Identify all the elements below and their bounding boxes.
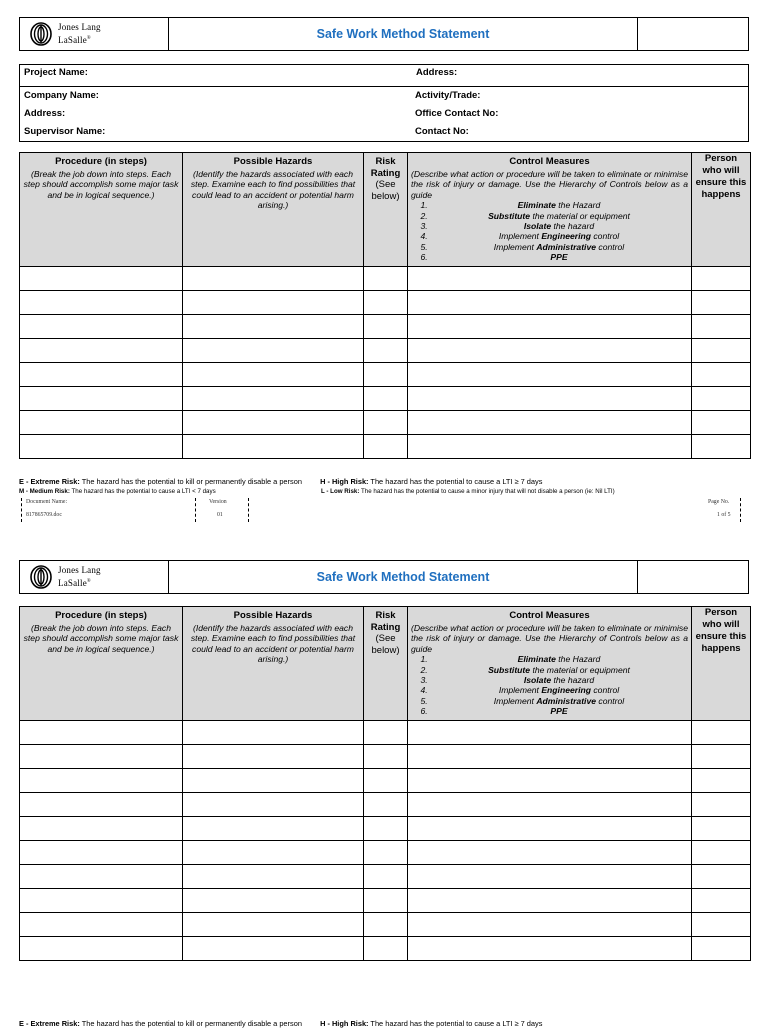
person-cell[interactable] — [692, 768, 751, 792]
hazard-cell[interactable] — [183, 720, 364, 744]
logo-line2: LaSalle — [58, 35, 87, 45]
hazards-header — [183, 607, 364, 721]
risk-cell[interactable] — [364, 362, 408, 386]
hazards-desc: (Identify the hazards associated with each step. Examine each to find possibilities that could lead to an accident or potential harm arising.) — [190, 169, 356, 211]
person-title-2: who will — [702, 165, 740, 176]
control-desc: (Describe what action or procedure will be taken to eliminate or minimise the risk of injury or damage. Use the Hierarchy of Controls below as a guide — [411, 623, 688, 654]
procedure-title: Procedure (in steps) — [55, 610, 147, 621]
control-title: Control Measures — [509, 156, 590, 167]
person-cell[interactable] — [692, 434, 751, 458]
table-row — [20, 864, 751, 888]
table-row — [20, 266, 751, 290]
person-cell[interactable] — [692, 720, 751, 744]
person-title-3: ensure this — [695, 177, 747, 188]
control-item: 1. Eliminate the Hazard — [430, 654, 688, 664]
procedure-header — [20, 607, 183, 721]
risk-cell[interactable] — [364, 888, 408, 912]
medium-risk-label: M - Medium Risk: — [19, 488, 70, 495]
risk-legend — [19, 477, 749, 486]
person-title-4: happens — [701, 643, 741, 654]
control-cell[interactable] — [408, 888, 692, 912]
document-title: Safe Work Method Statement — [169, 18, 638, 50]
control-cell[interactable] — [408, 434, 692, 458]
risk-cell[interactable] — [364, 434, 408, 458]
person-cell[interactable] — [692, 840, 751, 864]
table-row — [20, 290, 751, 314]
address-label: Address: — [24, 108, 66, 119]
header-blank-cell — [638, 561, 748, 593]
risk-desc-1: (See — [375, 179, 396, 190]
control-cell[interactable] — [408, 410, 692, 434]
risk-cell[interactable] — [364, 744, 408, 768]
page-footer — [19, 498, 749, 522]
table-row — [20, 720, 751, 744]
table-row — [20, 816, 751, 840]
person-cell[interactable] — [692, 888, 751, 912]
person-cell[interactable] — [692, 744, 751, 768]
person-cell[interactable] — [692, 290, 751, 314]
risk-cell[interactable] — [364, 290, 408, 314]
table-row — [20, 338, 751, 362]
person-title-4: happens — [701, 189, 741, 200]
person-cell[interactable] — [692, 816, 751, 840]
hazard-cell[interactable] — [183, 744, 364, 768]
swms-table-2 — [19, 606, 751, 961]
low-risk-text: The hazard has the potential to cause a minor injury that will not disable a person (ie: Nil LTI) — [359, 488, 615, 495]
hazards-title: Possible Hazards — [233, 156, 313, 167]
control-item: 6. PPE — [430, 706, 688, 716]
page-header — [19, 17, 749, 51]
person-cell[interactable] — [692, 936, 751, 960]
control-item: 4. Implement Engineering control — [430, 231, 688, 241]
hazard-cell[interactable] — [183, 912, 364, 936]
procedure-cell[interactable] — [20, 840, 183, 864]
procedure-title: Procedure (in steps) — [55, 156, 147, 167]
control-item: 2. Substitute the material or equipment — [430, 211, 688, 221]
procedure-desc: (Break the job down into steps. Each step should accomplish some major task and be in logical sequence.) — [23, 169, 179, 200]
address-label-top: Address: — [416, 67, 458, 78]
doc-name: 817865709.doc — [26, 512, 62, 518]
control-cell[interactable] — [408, 912, 692, 936]
procedure-cell[interactable] — [20, 816, 183, 840]
company-logo — [20, 561, 169, 593]
jll-logo-icon — [30, 22, 52, 46]
page-label: Page No. — [708, 499, 730, 505]
table-row — [20, 936, 751, 960]
procedure-cell[interactable] — [20, 744, 183, 768]
logo-line1: Jones Lang — [58, 565, 101, 575]
table-row — [20, 768, 751, 792]
hazard-cell[interactable] — [183, 816, 364, 840]
risk-title-1: Risk — [375, 610, 396, 621]
table-row — [20, 434, 751, 458]
control-item: 6. PPE — [430, 252, 688, 262]
procedure-cell[interactable] — [20, 290, 183, 314]
risk-header — [364, 607, 408, 721]
company-name-label: Company Name: — [24, 90, 99, 101]
table-row — [20, 792, 751, 816]
high-risk-label: H - High Risk: — [320, 1019, 369, 1028]
procedure-cell[interactable] — [20, 768, 183, 792]
procedure-cell[interactable] — [20, 338, 183, 362]
hazard-cell[interactable] — [183, 266, 364, 290]
jll-logo-icon — [30, 565, 52, 589]
procedure-cell[interactable] — [20, 936, 183, 960]
procedure-header — [20, 153, 183, 267]
person-cell[interactable] — [692, 338, 751, 362]
medium-risk-text: The hazard has the potential to cause a LTI < 7 days — [69, 488, 216, 495]
control-cell[interactable] — [408, 720, 692, 744]
hazard-cell[interactable] — [183, 290, 364, 314]
procedure-cell[interactable] — [20, 362, 183, 386]
table-row — [20, 362, 751, 386]
procedure-cell[interactable] — [20, 386, 183, 410]
extreme-risk-text: The hazard has the potential to kill or permanently disable a person — [79, 477, 302, 486]
table-row — [20, 888, 751, 912]
procedure-cell[interactable] — [20, 888, 183, 912]
table-row — [20, 840, 751, 864]
risk-cell[interactable] — [364, 864, 408, 888]
control-cell[interactable] — [408, 362, 692, 386]
project-details-box — [19, 64, 749, 142]
table-row — [20, 912, 751, 936]
extreme-risk-label: E - Extreme Risk: — [19, 477, 80, 486]
person-title-3: ensure this — [695, 631, 747, 642]
control-item: 3. Isolate the hazard — [430, 221, 688, 231]
control-cell[interactable] — [408, 840, 692, 864]
version: 01 — [217, 512, 223, 518]
procedure-cell[interactable] — [20, 314, 183, 338]
procedure-cell[interactable] — [20, 720, 183, 744]
person-cell[interactable] — [692, 410, 751, 434]
control-cell[interactable] — [408, 816, 692, 840]
table-row — [20, 314, 751, 338]
procedure-cell[interactable] — [20, 792, 183, 816]
hazards-title: Possible Hazards — [233, 610, 313, 621]
person-title-1: Person — [704, 153, 738, 164]
control-header — [408, 153, 692, 267]
hazard-cell[interactable] — [183, 410, 364, 434]
hazards-desc: (Identify the hazards associated with each step. Examine each to find possibilities that could lead to an accident or potential harm arising.) — [190, 623, 356, 665]
hazard-cell[interactable] — [183, 864, 364, 888]
risk-cell[interactable] — [364, 912, 408, 936]
hazard-cell[interactable] — [183, 338, 364, 362]
risk-desc-2: below) — [371, 644, 400, 656]
person-cell[interactable] — [692, 362, 751, 386]
risk-cell[interactable] — [364, 936, 408, 960]
document-title: Safe Work Method Statement — [169, 561, 638, 593]
extreme-risk-text: The hazard has the potential to kill or permanently disable a person — [79, 1019, 302, 1028]
risk-cell[interactable] — [364, 792, 408, 816]
procedure-cell[interactable] — [20, 266, 183, 290]
risk-cell[interactable] — [364, 410, 408, 434]
hazard-cell[interactable] — [183, 362, 364, 386]
table-body — [20, 266, 751, 458]
control-cell[interactable] — [408, 314, 692, 338]
risk-title-2: Rating — [370, 167, 401, 179]
extreme-risk-label: E - Extreme Risk: — [19, 1019, 80, 1028]
person-cell[interactable] — [692, 864, 751, 888]
procedure-desc: (Break the job down into steps. Each step should accomplish some major task and be in logical sequence.) — [23, 623, 179, 654]
hazard-cell[interactable] — [183, 386, 364, 410]
person-title-1: Person — [704, 607, 738, 618]
divider — [20, 86, 748, 87]
risk-desc-2: below) — [371, 190, 400, 202]
control-desc: (Describe what action or procedure will be taken to eliminate or minimise the risk of injury or damage. Use the Hierarchy of Controls below as a guide — [411, 169, 688, 200]
control-header — [408, 607, 692, 721]
procedure-cell[interactable] — [20, 864, 183, 888]
swms-table — [19, 152, 751, 459]
control-cell[interactable] — [408, 744, 692, 768]
control-item: 2. Substitute the material or equipment — [430, 665, 688, 675]
logo-line1: Jones Lang — [58, 22, 101, 32]
high-risk-text: The hazard has the potential to cause a LTI ≥ 7 days — [368, 477, 543, 486]
risk-cell[interactable] — [364, 720, 408, 744]
control-item: 4. Implement Engineering control — [430, 685, 688, 695]
person-header — [692, 153, 751, 267]
control-item: 3. Isolate the hazard — [430, 675, 688, 685]
person-cell[interactable] — [692, 314, 751, 338]
risk-cell[interactable] — [364, 314, 408, 338]
risk-legend-2 — [19, 488, 749, 495]
control-cell[interactable] — [408, 936, 692, 960]
controls-list — [411, 200, 688, 262]
control-cell[interactable] — [408, 792, 692, 816]
control-cell[interactable] — [408, 864, 692, 888]
risk-cell[interactable] — [364, 840, 408, 864]
project-name-label: Project Name: — [24, 67, 88, 78]
control-cell[interactable] — [408, 266, 692, 290]
risk-cell[interactable] — [364, 768, 408, 792]
risk-title-1: Risk — [375, 156, 396, 167]
doc-name-label: Document Name: — [26, 499, 68, 505]
header-blank-cell — [638, 18, 748, 50]
risk-header — [364, 153, 408, 267]
logo-mark: ® — [86, 36, 91, 41]
high-risk-label: H - High Risk: — [320, 477, 369, 486]
person-cell[interactable] — [692, 386, 751, 410]
person-cell[interactable] — [692, 912, 751, 936]
risk-cell[interactable] — [364, 338, 408, 362]
control-cell[interactable] — [408, 768, 692, 792]
hazard-cell[interactable] — [183, 434, 364, 458]
person-cell[interactable] — [692, 792, 751, 816]
hazard-cell[interactable] — [183, 314, 364, 338]
contact-label: Contact No: — [415, 126, 469, 137]
hazard-cell[interactable] — [183, 936, 364, 960]
supervisor-label: Supervisor Name: — [24, 126, 106, 137]
table-row — [20, 410, 751, 434]
control-item: 5. Implement Administrative control — [430, 696, 688, 706]
table-row — [20, 744, 751, 768]
control-item: 1. Eliminate the Hazard — [430, 200, 688, 210]
hazard-cell[interactable] — [183, 768, 364, 792]
hazards-header — [183, 153, 364, 267]
risk-cell[interactable] — [364, 816, 408, 840]
office-contact-label: Office Contact No: — [415, 108, 499, 119]
company-logo — [20, 18, 169, 50]
page-header-2 — [19, 560, 749, 594]
control-title: Control Measures — [509, 610, 590, 621]
person-header — [692, 607, 751, 721]
logo-line2: LaSalle — [58, 578, 87, 588]
table-body — [20, 720, 751, 960]
control-cell[interactable] — [408, 386, 692, 410]
high-risk-text: The hazard has the potential to cause a LTI ≥ 7 days — [368, 1019, 543, 1028]
hazard-cell[interactable] — [183, 840, 364, 864]
procedure-cell[interactable] — [20, 410, 183, 434]
page-number: 1 of 5 — [717, 512, 731, 518]
version-label: Version — [209, 499, 227, 505]
person-title-2: who will — [702, 619, 740, 630]
hazard-cell[interactable] — [183, 792, 364, 816]
hazard-cell[interactable] — [183, 888, 364, 912]
person-cell[interactable] — [692, 266, 751, 290]
control-cell[interactable] — [408, 338, 692, 362]
control-item: 5. Implement Administrative control — [430, 242, 688, 252]
table-row — [20, 386, 751, 410]
activity-label: Activity/Trade: — [415, 90, 481, 101]
low-risk-label: L - Low Risk: — [321, 488, 360, 495]
procedure-cell[interactable] — [20, 912, 183, 936]
control-cell[interactable] — [408, 290, 692, 314]
risk-cell[interactable] — [364, 386, 408, 410]
risk-desc-1: (See — [375, 633, 396, 644]
logo-mark: ® — [86, 579, 91, 584]
procedure-cell[interactable] — [20, 434, 183, 458]
risk-title-2: Rating — [370, 621, 401, 633]
controls-list — [411, 654, 688, 716]
risk-cell[interactable] — [364, 266, 408, 290]
